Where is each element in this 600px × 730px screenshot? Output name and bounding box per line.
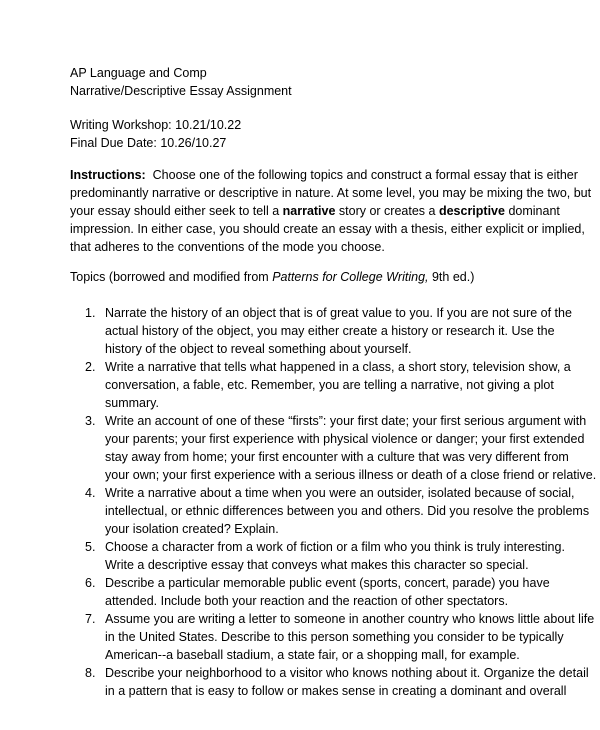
- instructions-line-1: Instructions: Choose one of the following topics and construct a formal essay that is either: [70, 168, 578, 182]
- topic-line: in a pattern that is easy to follow or makes sense in creating a dominant and overall: [105, 684, 567, 698]
- instructions-label: Instructions:: [70, 168, 146, 182]
- topic-line: Choose a character from a work of fiction or a film who you think is truly interesting.: [105, 540, 565, 554]
- topic-line: Write a narrative about a time when you were an outsider, isolated because of social,: [105, 486, 575, 500]
- topic-number: 2.: [85, 360, 96, 374]
- topic-line: in the United States. Describe to this person something you consider to be typically: [105, 630, 564, 644]
- topic-number: 4.: [85, 486, 96, 500]
- instructions-line-2: predominantly narrative or descriptive in nature. At some level, you may be mixing the two, but: [70, 186, 592, 200]
- instructions-line-4: impression. In either case, you should create an essay with a thesis, either explicit or implied,: [70, 222, 585, 236]
- topic-item: [70, 412, 597, 484]
- instructions-paragraph: [70, 166, 592, 256]
- topic-line: summary.: [105, 396, 159, 410]
- topic-item: [70, 610, 595, 664]
- topic-line: your parents; your first experience with physical violence or danger; your first extended: [105, 432, 585, 446]
- topic-line: Write an account of one of these “firsts”: your first date; your first serious argument with: [105, 414, 587, 428]
- topic-number: 1.: [85, 306, 96, 320]
- instructions-line-3: your essay should either seek to tell a narrative story or creates a descriptive dominant: [70, 204, 560, 218]
- topic-text: [105, 304, 572, 358]
- book-title: Patterns for College Writing,: [272, 270, 429, 284]
- topic-line: Write a descriptive essay that conveys what makes this character so special.: [105, 558, 529, 572]
- descriptive-term: descriptive: [438, 204, 505, 218]
- topic-line: your own; your first experience with a serious illness or death of a close friend or relative.: [105, 468, 597, 482]
- topic-line: intellectual, or ethnic differences between you and others. Did you resolve the problems: [105, 504, 590, 518]
- course-title: AP Language and Comp: [70, 66, 207, 80]
- topic-line: attended. Include both your reaction and the reaction of other spectators.: [105, 594, 509, 608]
- topic-list: [70, 304, 597, 700]
- topic-item: [70, 664, 589, 700]
- topic-item: [70, 304, 572, 358]
- topics-intro: Topics (borrowed and modified from Patterns for College Writing, 9th ed.): [70, 270, 475, 284]
- topic-number: 3.: [85, 414, 96, 428]
- topic-line: Assume you are writing a letter to someone in another country who knows little about life: [105, 612, 595, 626]
- topic-text: [105, 574, 550, 610]
- topic-line: conversation, a fable, etc. Remember, you are telling a narrative, not giving a plot: [105, 378, 554, 392]
- topic-item: [70, 538, 565, 574]
- narrative-term: narrative: [282, 204, 336, 218]
- topic-line: American--a baseball stadium, a state fair, or a shopping mall, for example.: [105, 648, 520, 662]
- topic-line: history of the object to reveal something about yourself.: [105, 342, 412, 356]
- topic-item: [70, 484, 590, 538]
- topic-text: [105, 484, 589, 538]
- instructions-line-5: that adheres to the conventions of the mode you choose.: [70, 240, 385, 254]
- topic-text: [105, 610, 594, 664]
- topic-line: your isolation created? Explain.: [105, 522, 279, 536]
- topic-number: 6.: [85, 576, 96, 590]
- due-date: Final Due Date: 10.26/10.27: [70, 136, 227, 150]
- topic-line: Describe your neighborhood to a visitor who knows nothing about it. Organize the detail: [105, 666, 589, 680]
- topic-item: [70, 358, 571, 412]
- topic-text: [105, 358, 571, 412]
- topic-number: 7.: [85, 612, 96, 626]
- topic-line: Describe a particular memorable public event (sports, concert, parade) you have: [105, 576, 550, 590]
- workshop-date: Writing Workshop: 10.21/10.22: [70, 118, 242, 132]
- topic-line: stay away from home; your first encounter with a culture that was very different from: [105, 450, 569, 464]
- topic-number: 5.: [85, 540, 96, 554]
- topic-text: [105, 412, 596, 484]
- topic-text: [105, 664, 589, 700]
- topic-line: Narrate the history of an object that is of great value to you. If you are not sure of the: [105, 306, 572, 320]
- topic-line: Write a narrative that tells what happened in a class, a short story, television show, a: [105, 360, 571, 374]
- topic-line: actual history of the object, you may either create a history or research it. Use the: [105, 324, 555, 338]
- topic-number: 8.: [85, 666, 96, 680]
- assignment-title: Narrative/Descriptive Essay Assignment: [70, 84, 292, 98]
- topic-text: [105, 538, 565, 574]
- topic-item: [70, 574, 550, 610]
